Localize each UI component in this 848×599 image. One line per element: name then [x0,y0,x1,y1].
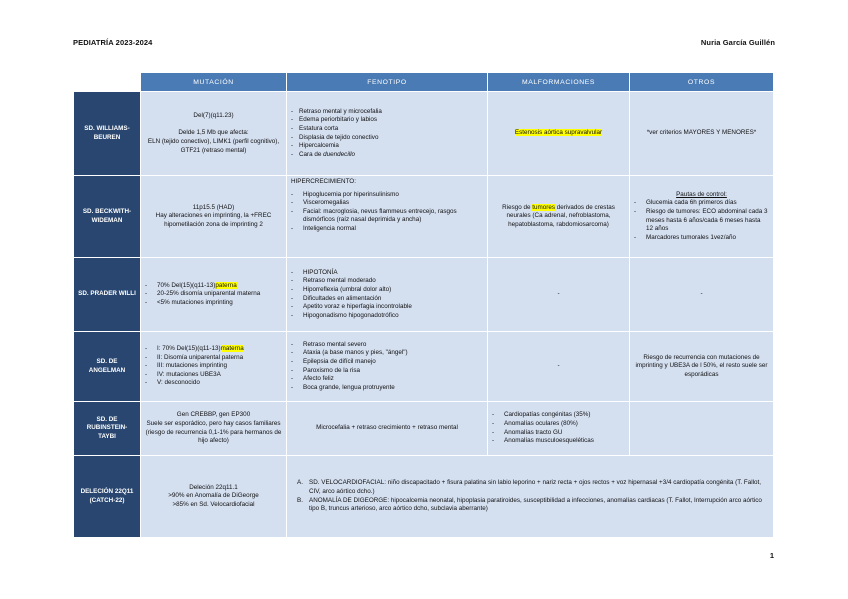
mutation-line: Gen CREBBP, gen EP300 [176,411,251,419]
highlighted-text: tumores [532,203,555,211]
malformations-text: Riesgo de [502,203,533,211]
column-header-phenotype: FENOTIPO [287,73,488,92]
malformations-text: derivados de crestas neurales (Ca adrenal, nefroblastoma, hepatoblastoma, rabdomiosarcoma) [506,203,615,228]
list-item [145,282,282,291]
mutation-line: >90% en Anomalía de DiGeorge [168,492,259,500]
mutation-cell [141,176,287,258]
mutation-line: ELN (tejido conectivo), LIMK1 (perfil cognitivo), GTF21 (retraso mental) [147,138,280,154]
list-item: - 20-25% disomía uniparental materna [145,290,282,299]
syndrome-name: SD. DE ANGELMAN [74,332,141,402]
table-row [74,402,774,456]
list-item: - Apetito voraz e hiperfagia incontrolable [291,303,483,312]
syndrome-name: DELECIÓN 22Q11 (CATCH-22) [74,456,141,538]
phenotype-cell [287,92,488,176]
list-item [145,345,282,354]
list-item: - Boca grande, lengua protruyente [291,384,483,393]
mutation-line: Deleción 22q11.1 [189,483,238,491]
highlighted-text: materna [220,345,244,353]
list-item: - Cardiopatías congénitas (35%) [492,411,625,420]
list-item: - Dificultades en alimentación [291,295,483,304]
mutation-line: Hay alteraciones en imprinting, la +FREC hipometilación zona de imprinting 2 [155,212,272,228]
table-row [74,92,774,176]
mutation-cell [141,92,287,176]
column-header-mutation: MUTACIÓN [141,73,287,92]
list-item: - Epilepsia de difícil manejo [291,358,483,367]
column-header-malformations: MALFORMACIONES [488,73,630,92]
others-cell [630,176,774,258]
phenotype-title: HIPERCRECIMIENTO: [291,178,356,185]
list-item: - Riesgo de tumores: ECO abdominal cada 3 meses hasta 6 años/cada 6 meses hasta 12 años [634,208,769,234]
mutation-cell [141,258,287,332]
mutation-text: I: 70% Del(15)(q11-13) [157,345,221,353]
list-item: - Estatura corta [291,125,483,134]
list-item: - Visceromegalias [291,199,483,208]
malformations-cell [488,92,630,176]
list-item: - <5% mutaciones imprinting [145,299,282,308]
highlighted-text: Estenosis aórtica supravalvular [514,129,603,137]
phenotype-heading: SD. VELOCARDIOFACIAL: [309,479,386,487]
table-header-row [74,73,774,92]
syndrome-name: SD. WILLIAMS-BEUREN [74,92,141,176]
list-item: - III: mutaciones imprinting [145,362,282,371]
list-item: - Hipogonadismo hipogonadotrófico [291,312,483,321]
malformations-cell: - [488,258,630,332]
syndrome-name: SD. BECKWITH-WIDEMAN [74,176,141,258]
list-item: - Afecto feliz [291,375,483,384]
list-item: - Hiporreflexia (umbral dolor alto) [291,286,483,295]
phenotype-text: niño discapacitado + fisura palatina sin labio leporino + nariz recta + ojos rectos + voz hipernasal +3/4 cardiopatía congénita (T. Fallot, CIV, arco aórtico dcho.) [309,479,762,495]
phenotype-cell: Microcefalia + retraso crecimiento + retraso mental [287,402,488,456]
list-item: - Cara de duendecillo [291,151,483,160]
list-item: - Marcadores tumorales 1vez/año [634,234,769,243]
malformations-cell [488,176,630,258]
italic-term: duendecillo [323,150,356,158]
list-item: - Anomalías musculoesqueléticas [492,437,625,446]
list-item: - Inteligencia normal [291,225,483,234]
table-row [74,176,774,258]
list-item: - Retraso mental y microcefalia [291,108,483,117]
mutation-cell [141,456,287,538]
header-corner [74,73,141,92]
highlighted-text: paterna [215,281,237,289]
page-number: 1 [769,551,774,560]
mutation-line: 11p15.5 (HAD) [192,203,235,211]
list-item: - Facial: macroglosia, nevus flammeus entrecejo, rasgos dismórficos (raíz nasal deprimida y ancha) [291,208,483,225]
column-header-others: OTROS [630,73,774,92]
list-item: - Anomalías tracto GU [492,429,625,438]
others-cell [630,402,774,456]
list-item [297,479,763,496]
mutation-line: >85% en Sd. Velocardiofacial [172,500,255,508]
mutation-line: Del(7)(q11.23) [193,111,234,119]
table-row [74,456,774,538]
list-item: - HIPOTONÍA [291,269,483,278]
phenotype-cell [287,258,488,332]
list-item: - Retraso mental moderado [291,277,483,286]
phenotype-cell [287,176,488,258]
mutation-text: 70% Del(15)(q11-13) [157,281,216,289]
list-marker: B. [297,496,303,504]
phenotype-heading: ANOMALÍA DE DIGEORGE: [309,496,390,504]
list-marker: A. [297,479,303,487]
others-cell: - [630,258,774,332]
mutation-line: Suele ser esporádico, pero hay casos familiares (riesgo de recurrencia 0,1-1% para hermanos de hijo afecto) [145,419,282,445]
control-title: Pautas de control: [676,190,727,198]
table-row [74,332,774,402]
list-item: - II: Disomía uniparental paterna [145,354,282,363]
list-item [297,497,763,514]
document-header-left: PEDIATRÍA 2023-2024 [73,38,153,47]
syndrome-name: SD. PRADER WILLI [74,258,141,332]
malformations-cell [488,402,630,456]
list-item: - Edema periorbitario y labios [291,116,483,125]
mutation-cell [141,332,287,402]
list-item: - Hipoglucemia por hiperinsulinismo [291,191,483,200]
list-item: - Ataxia (a base manos y pies, "ángel") [291,349,483,358]
others-cell: Riesgo de recurrencia con mutaciones de imprinting y UBE3A de l 50%, el resto suele ser esporádicas [630,332,774,402]
table-row [74,258,774,332]
mutation-cell [141,402,287,456]
list-item: - V: desconocido [145,379,282,388]
list-item: - Anomalías oculares (80%) [492,420,625,429]
document-header-right: Nuria García Guillén [700,38,775,47]
list-item: - IV: mutaciones UBE3A [145,371,282,380]
list-item: - Displasia de tejido conectivo [291,134,483,143]
list-item: - Paroxismo de la risa [291,367,483,376]
malformations-cell: - [488,332,630,402]
syndrome-name: SD. DE RUBINSTEIN-TAYBI [74,402,141,456]
phenotype-text: hipocalcemia neonatal, hipoplasia paratiroides, susceptibilidad a infecciones, anomalías cardiacas (T. Fallot, Interrupción arco aórtico tipo B, truncus arterioso, arco aórtico dcho, subclavia aberrante) [309,496,762,513]
syndromes-table [73,72,774,538]
list-item: - Retraso mental severo [291,341,483,350]
list-item: - Hipercalcemia [291,142,483,151]
mutation-line: Delde 1,5 Mb que afecta: [178,129,249,137]
list-item: - Glucemia cada 6h primeros días [634,199,769,208]
phenotype-cell [287,456,774,538]
others-cell: *ver criterios MAYORES Y MENORES* [630,92,774,176]
phenotype-cell [287,332,488,402]
